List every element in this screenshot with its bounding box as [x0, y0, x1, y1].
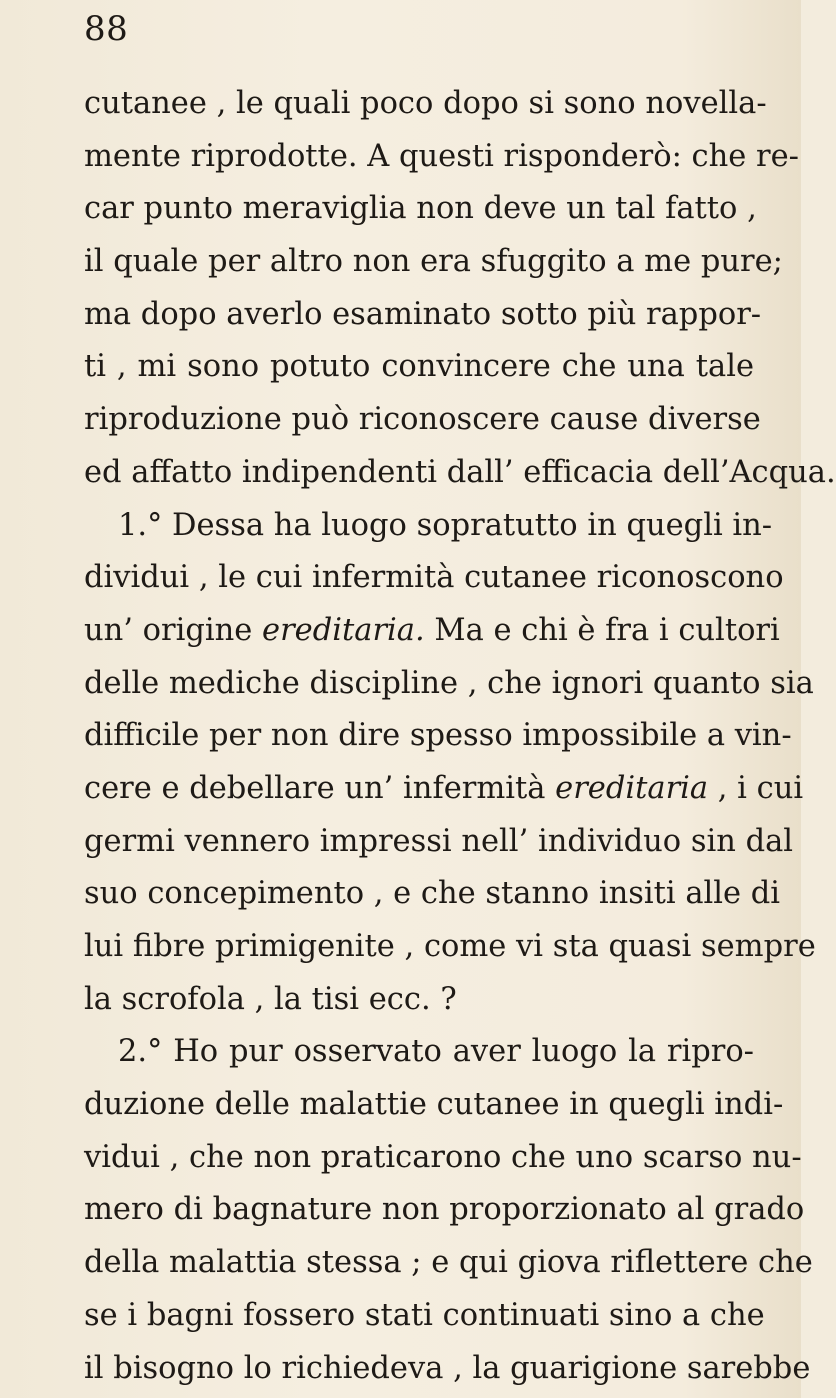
text-line: vidui , che non praticarono che uno scarso nu-	[84, 1139, 802, 1175]
text-line: lui fibre primigenite , come vi sta quasi sempre	[84, 929, 816, 964]
body-text	[84, 78, 836, 1395]
text-line: dividui , le cui infermità cutanee riconoscono	[84, 560, 784, 596]
text-line: ti , mi sono potuto convincere che una tale	[84, 349, 754, 385]
text-line: cutanee , le quali poco dopo si sono novella-	[84, 86, 767, 121]
italic-term: ereditaria	[555, 770, 709, 806]
text-line: mente riprodotte. A questi risponderò: che re-	[84, 138, 799, 174]
text-line: ed affatto indipendenti dall’ efficacia dell’Acqua.	[84, 454, 836, 490]
text-line: delle mediche discipline , che ignori quanto sia	[84, 665, 814, 701]
text-line: duzione delle malattie cutanee in quegli indi-	[84, 1087, 784, 1123]
text-line: se i bagni fossero stati continuati sino a che	[84, 1297, 765, 1333]
text-line: 2.° Ho pur osservato aver luogo la ripro-	[118, 1034, 754, 1070]
text-line: la scrofola , la tisi ecc. ?	[84, 981, 457, 1017]
text-line: car punto meraviglia non deve un tal fatto ,	[84, 191, 757, 227]
text-line: 1.° Dessa ha luogo sopratutto in quegli in-	[118, 507, 773, 543]
text-line: il quale per altro non era sfuggito a me pure;	[84, 244, 783, 280]
text-line: il bisogno lo richiedeva , la guarigione sarebbe	[84, 1350, 811, 1386]
text-line: riproduzione può riconoscere cause diverse	[84, 402, 761, 438]
text-line: della malattia stessa ; e qui giova riflettere che	[84, 1245, 813, 1281]
page-number: 88	[84, 9, 129, 49]
text-line: un’ origine ereditaria. Ma e chi è fra i cultori	[84, 612, 780, 648]
text-line: cere e debellare un’ infermità ereditaria , i cui	[84, 770, 804, 806]
italic-term: ereditaria.	[262, 612, 425, 648]
text-line: ma dopo averlo esaminato sotto più rappor-	[84, 296, 762, 332]
text-line: germi vennero impressi nell’ individuo sin dal	[84, 823, 794, 859]
text-line: difficile per non dire spesso impossibile a vin-	[84, 718, 792, 754]
text-line: suo concepimento , e che stanno insiti alle di	[84, 876, 781, 912]
text-line: mero di bagnature non proporzionato al grado	[84, 1192, 805, 1228]
